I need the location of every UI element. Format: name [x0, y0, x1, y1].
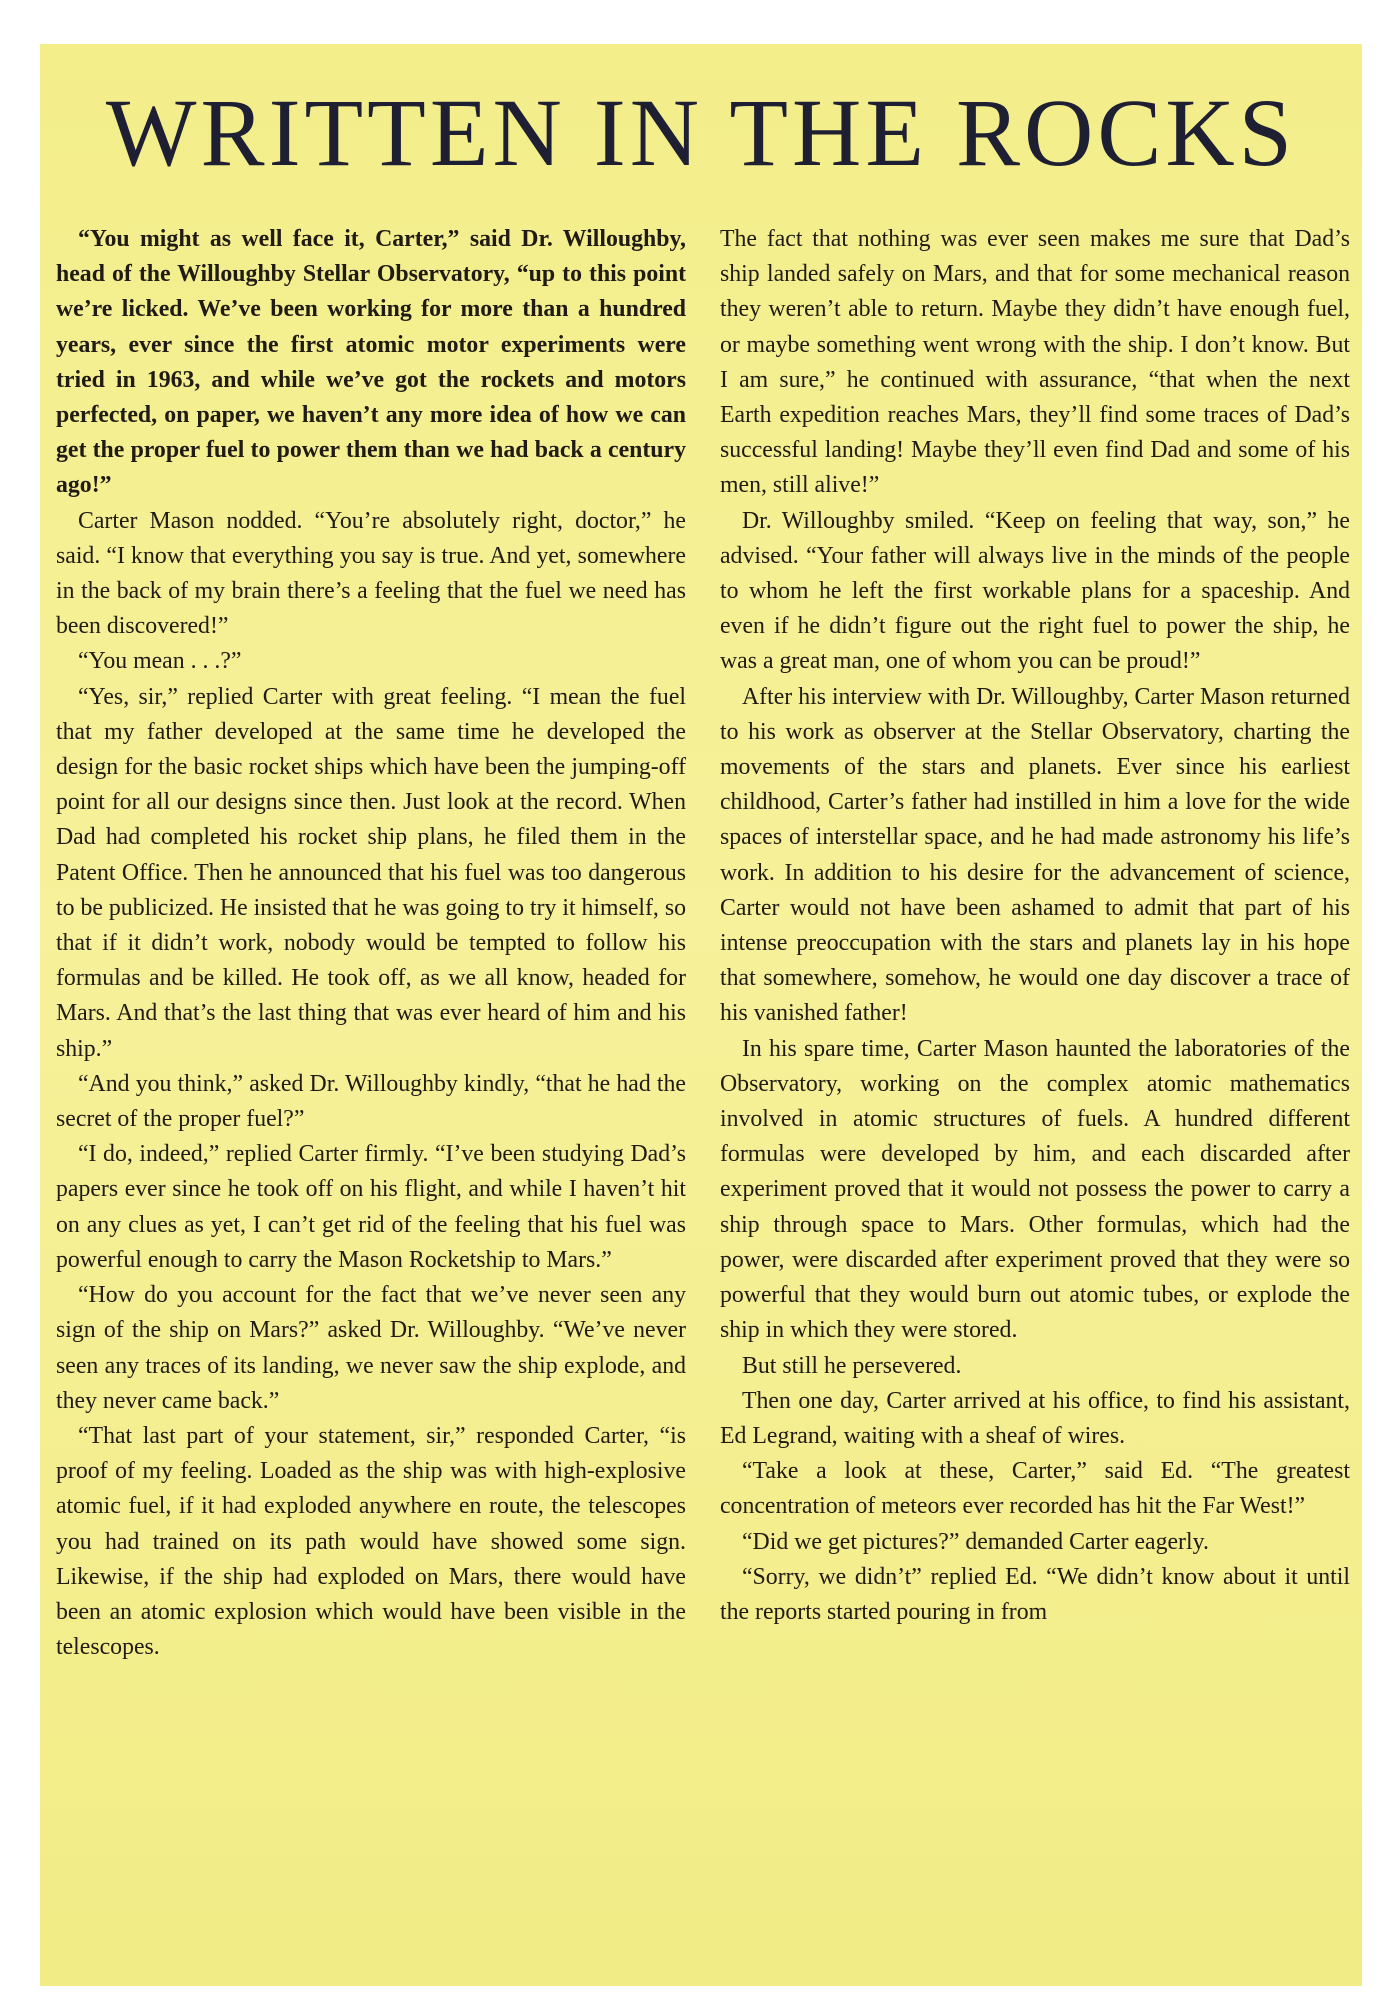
- paragraph: “You mean . . .?”: [78, 648, 242, 675]
- paragraph: “Take a look at these, Carter,” said Ed. “The greatest concentration of meteors ever recorded has hit the Far West!”: [720, 1458, 1350, 1520]
- paragraph-continued: The fact that nothing was ever seen makes me sure that Dad’s ship landed safely on Mars, and that for some mechanical reason they weren’t able to return. Maybe they didn’t have enough fuel, or maybe something went wrong with the ship. I don’t know. But I am sure,” he continued with assurance, “that when the next Earth expedition reaches Mars, they’ll find some traces of Dad’s successful landing! Maybe they’ll even find Dad and some of his men, still alive!”: [720, 226, 1350, 499]
- story-title: WRITTEN IN THE ROCKS: [105, 79, 1297, 186]
- paragraph: Then one day, Carter arrived at his office, to find his assistant, Ed Legrand, waiting with a sheaf of wires.: [720, 1387, 1350, 1449]
- paragraph: But still he persevered.: [742, 1352, 962, 1379]
- paragraph: “That last part of your statement, sir,” responded Carter, “is proof of my feeling. Loaded as the ship was with high-explosive atomic fuel, if it had exploded anywhere en route, the telescopes you had trained on its path would have showed some sign. Likewise, if the ship had exploded on Mars, there would have been an atomic explosion which would have been visible in the telescopes.: [56, 1422, 686, 1661]
- right-text-column: [720, 222, 1350, 1630]
- page-sheet: [40, 44, 1362, 1986]
- paragraph: “You might as well face it, Carter,” said Dr. Willoughby, head of the Willoughby Stellar Observatory, “up to this point we’re licked. We’ve been working for more than a hundred years, ever since the first atomic motor experiments were tried in 1963, and while we’ve got the rockets and motors perfected, on paper, we haven’t any more idea of how we can get the proper fuel to power them than we had back a century ago!”: [56, 226, 686, 499]
- paragraph: “Sorry, we didn’t” replied Ed. “We didn’t know about it until the reports started pouring in from: [720, 1563, 1350, 1625]
- paragraph: “I do, indeed,” replied Carter firmly. “I’ve been studying Dad’s papers ever since he took off on his flight, and while I haven’t hit on any clues as yet, I can’t get rid of the feeling that his fuel was powerful enough to carry the Mason Rocketship to Mars.”: [56, 1141, 686, 1273]
- left-text-column: [56, 222, 686, 1665]
- paragraph: Carter Mason nodded. “You’re absolutely right, doctor,” he said. “I know that everything you say is true. And yet, somewhere in the back of my brain there’s a feeling that the fuel we need has been discovered!”: [56, 507, 686, 640]
- paragraph: “Yes, sir,” replied Carter with great feeling. “I mean the fuel that my father developed at the same time he developed the design for the basic rocket ships which have been the jumping-off point for all our designs since then. Just look at the record. When Dad had completed his rocket ship plans, he filed them in the Patent Office. Then he announced that his fuel was too dangerous to be publicized. He insisted that he was going to try it himself, so that if it didn’t work, nobody would be tempted to follow his formulas and be killed. He took off, as we all know, headed for Mars. And that’s the last thing that was ever heard of him and his ship.”: [56, 683, 686, 1062]
- paragraph: Dr. Willoughby smiled. “Keep on feeling that way, son,” he advised. “Your father will always live in the minds of the people to whom he left the first workable plans for a spaceship. And even if he didn’t figure out the right fuel to power the ship, he was a great man, one of whom you can be proud!”: [720, 507, 1350, 675]
- paragraph: “And you think,” asked Dr. Willoughby kindly, “that he had the secret of the proper fuel?”: [56, 1070, 686, 1133]
- paragraph: “How do you account for the fact that we’ve never seen any sign of the ship on Mars?” asked Dr. Willoughby. “We’ve never seen any traces of its landing, we never saw the ship explode, and they never came back.”: [56, 1282, 686, 1414]
- paragraph: After his interview with Dr. Willoughby, Carter Mason returned to his work as observer at the Stellar Observatory, charting the movements of the stars and planets. Ever since his earliest childhood, Carter’s father had instilled in him a love for the wide spaces of interstellar space, and he had made astronomy his life’s work. In addition to his desire for the advancement of science, Carter would not have been ashamed to admit that part of his intense preoccupation with the stars and planets lay in his hope that somewhere, somehow, he would one day discover a trace of his vanished father!: [720, 683, 1350, 1027]
- paragraph: In his spare time, Carter Mason haunted the laboratories of the Observatory, working on the complex atomic mathematics involved in atomic structures of fuels. A hundred different formulas were developed by him, and each discarded after experiment proved that it would not possess the power to carry a ship through space to Mars. Other formulas, which had the power, were discarded after experiment proved that they were so powerful that they would burn out atomic tubes, or explode the ship in which they were stored.: [720, 1035, 1350, 1344]
- paragraph: “Did we get pictures?” demanded Carter eagerly.: [742, 1528, 1209, 1555]
